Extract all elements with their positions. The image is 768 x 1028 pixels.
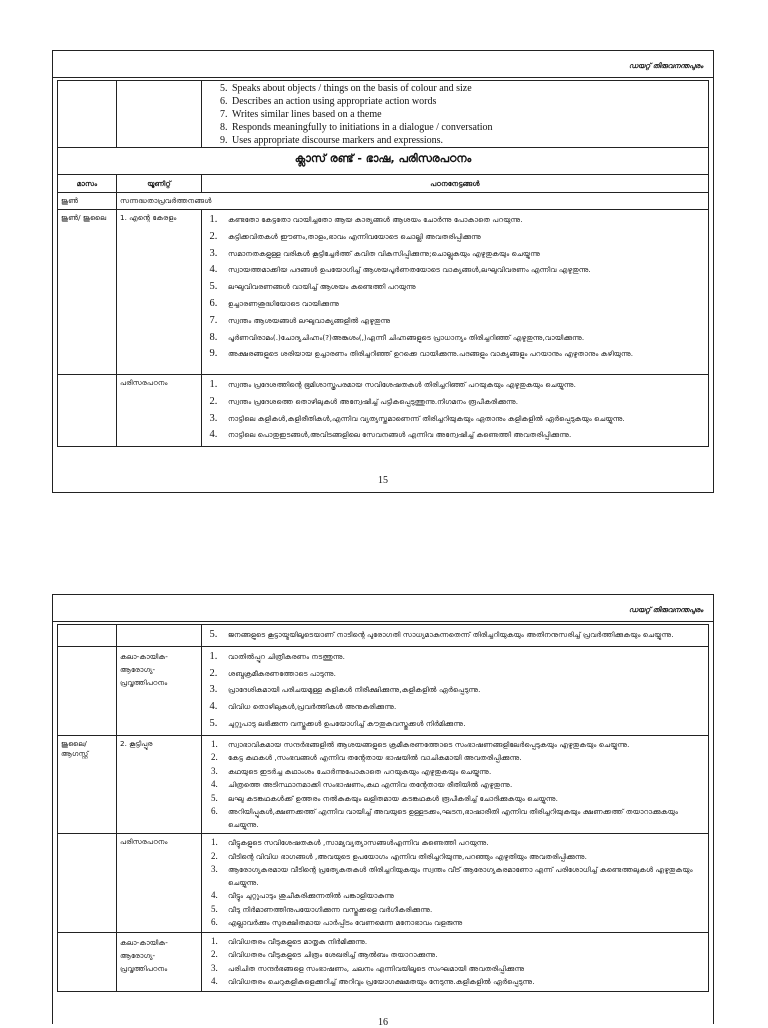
unit-label: കലാ-കായിക-ആരോഗ്യ-പ്രവൃത്തിപഠനം bbox=[117, 932, 202, 991]
list-item: 2. കേട്ട കഥകൾ ,സംഭവങ്ങൾ എന്നിവ തന്റേതായ ഭാഷയിൽ വാചികമായി അവതരിപ്പിക്കുന്നു. bbox=[220, 751, 704, 765]
list-item: 5. ചുറ്റുപാടു ലഭിക്കുന്ന വസ്തുക്കൾ ഉപയോഗിച്ച് കൗതുകവസ്തുക്കൾ നിർമിക്കുന്നു. bbox=[220, 716, 704, 733]
unit1-outcomes-list bbox=[202, 210, 708, 365]
continuation-row bbox=[58, 625, 709, 647]
arts2-outcomes-cell bbox=[202, 932, 709, 991]
list-item: 8. പൂർണവിരാമം(.)ചോദ്യചിഹ്നം(?)അങ്കുശം(,)എന്നീ ചിഹ്നങ്ങളുടെ പ്രാധാന്യം തിരിച്ചറിഞ്ഞ് എഴുതുന്നു,വായിക്കുന്നു. bbox=[220, 330, 704, 347]
list-item: 4. സ്വായത്തമാക്കിയ പദങ്ങൾ ഉപയോഗിച്ച് ആശയപൂർണതയോടെ വാക്യങ്ങൾ,ലഘുവിവരണം എന്നിവ എഴുതുന്നു. bbox=[220, 262, 704, 279]
list-item: 4. വിവിധ തൊഴിലുകൾ,പ്രവർത്തികൾ അനുകരിക്കുന്നു. bbox=[220, 699, 704, 716]
evs-outcomes-list bbox=[202, 375, 708, 446]
list-item: 2. ശബ്ദക്രമീകരണത്തോടെ പാടുന്നു. bbox=[220, 666, 704, 683]
empty-month-cell bbox=[58, 375, 117, 447]
unit-label: 1. എന്റെ കേരളം bbox=[117, 210, 202, 375]
page-number: 16 bbox=[378, 1017, 388, 1028]
list-item: 3. പരിചിത സന്ദർഭങ്ങളെ സംഭാഷണം, ചലനം എന്നിവയിലൂടെ സംഘമായി അവതരിപ്പിക്കുന്നു bbox=[220, 962, 704, 976]
list-item: 4. നാട്ടിലെ പൊതുഇടങ്ങൾ,അവിടങ്ങളിലെ സേവനങ്ങൾ എന്നിവ അന്വേഷിച്ച് കണ്ടെത്തി അവതരിപ്പിക്കുന്നു. bbox=[220, 427, 704, 444]
empty-unit-cell bbox=[117, 625, 202, 647]
unit-label: കലാ-കായിക-ആരോഗ്യ-പ്രവൃത്തിപഠനം bbox=[117, 646, 202, 735]
column-header-unit: യൂണിറ്റ് bbox=[117, 175, 202, 193]
unit2-outcomes-cell bbox=[202, 735, 709, 834]
list-item: 1. വീട്ടുകളുടെ സവിശേഷതകൾ ,സാമ്യവ്യത്യാസങ്ങൾഎന്നിവ കണ്ടെത്തി പറയുന്നു. bbox=[220, 836, 704, 850]
list-item: 3. ആരോഗ്യകരമായ വീടിന്റെ പ്രത്യേകതകൾ തിരിച്ചറിയുകയും സ്വന്തം വീട് ആരോഗ്യകരമാണോ എന്ന് പരിശോധിച്ച് കണ്ടെത്തലുകൾ എഴുതുകയും ചെയ്യുന്നു. bbox=[220, 863, 704, 889]
list-item: 5. ലഘുവിവരണങ്ങൾ വായിച്ച് ആശയം കണ്ടെത്തി പറയുന്നു bbox=[220, 279, 704, 296]
june-row bbox=[58, 193, 709, 210]
list-item: 3. സമാനതകളുള്ള വരികൾ കൂട്ടിച്ചേർത്ത് കവിത വികസിപ്പിക്കുന്നു;ചൊല്ലുകയും എഴുതുകയും ചെയ്യുന്നു bbox=[220, 246, 704, 263]
list-item: 1. കണ്ടതോ കേട്ടതോ വായിച്ചതോ ആയ കാര്യങ്ങൾ ആശയം ചോർന്നു പോകാതെ പറയുന്നു. bbox=[220, 212, 704, 229]
unit2-outcomes-list bbox=[202, 736, 708, 834]
unit-label: 2. കൂട്ടിപ്പുര bbox=[117, 735, 202, 834]
document-page-16 bbox=[52, 594, 714, 1028]
empty-month-cell bbox=[58, 646, 117, 735]
list-item: 8. Responds meaningfully to initiations in a dialogue / conversation bbox=[230, 121, 704, 134]
list-item: 5. ജനങ്ങളുടെ കൂട്ടായ്മയിലൂടെയാണ് നാടിന്റെ പുരോഗതി സാധ്യമാകുന്നതെന്ന് തിരിച്ചറിയുകയും അതിനനുസരിച്ച് പ്രവർത്തിക്കുകയും ചെയ്യുന്നു. bbox=[220, 627, 704, 644]
arts2-outcomes-list bbox=[202, 933, 708, 991]
list-item: 6. Describes an action using appropriate action words bbox=[230, 95, 704, 108]
evs2-outcomes-list bbox=[202, 834, 708, 932]
document-page-15 bbox=[52, 50, 714, 493]
header-diet-text: ഡയറ്റ് തിരുവനന്തപുരം bbox=[628, 606, 703, 614]
continuation-outcomes-cell bbox=[202, 625, 709, 647]
list-item: 9. Uses appropriate discourse markers and expressions. bbox=[230, 134, 704, 147]
page-header bbox=[53, 51, 713, 78]
empty-month-cell bbox=[58, 625, 117, 647]
list-item: 6. ഉച്ചാരണശുദ്ധിയോടെ വായിക്കുന്നു bbox=[220, 296, 704, 313]
column-header-outcomes: പഠനനേട്ടങ്ങൾ bbox=[202, 175, 709, 193]
continuation-outcomes-list bbox=[202, 625, 708, 646]
english-outcomes-cell bbox=[202, 81, 709, 148]
column-header-month: മാസം bbox=[58, 175, 117, 193]
empty-month-cell bbox=[58, 932, 117, 991]
arts1-outcomes-list bbox=[202, 647, 708, 735]
list-item: 2. സ്വന്തം പ്രദേശത്തെ തൊഴിലുകൾ അന്വേഷിച്ച് പട്ടികപ്പെടുത്തുന്നു.നിഗമനം രൂപീകരിക്കുന്നു. bbox=[220, 394, 704, 411]
empty-month-cell bbox=[58, 834, 117, 933]
month-june: ജൂൺ bbox=[58, 193, 117, 210]
page-header bbox=[53, 595, 713, 622]
list-item: 2. വീടിന്റെ വിവിധ ഭാഗങ്ങൾ ,അവയുടെ ഉപയോഗം എന്നിവ തിരിച്ചറിയുന്നു,പറഞ്ഞും എഴുതിയും അവതരിപ്പിക്കുന്നു. bbox=[220, 850, 704, 864]
list-item: 3. നാട്ടിലെ കളികൾ,കളിരീതികൾ,എന്നിവ വ്യത്യസ്തമാണെന്ന് തിരിച്ചറിയുകയും ഏതാനും കളികളിൽ ഏർപ്പെടുകയും ചെയ്യുന്നു. bbox=[220, 411, 704, 428]
arts2-row bbox=[58, 932, 709, 991]
evs-outcomes-cell bbox=[202, 375, 709, 447]
unit-label: പരിസരപഠനം bbox=[117, 375, 202, 447]
list-item: 5. വീടു നിർമാണത്തിനുപയോഗിക്കുന്ന വസ്തുക്കളെ വർഗീകരിക്കുന്നു. bbox=[220, 903, 704, 917]
evs2-row bbox=[58, 834, 709, 933]
list-item: 4. വീട്ടും ചുറ്റുപാടും ശുചീകരിക്കുന്നതിൽ പങ്കാളിയാകുന്നു bbox=[220, 889, 704, 903]
evs-row bbox=[58, 375, 709, 447]
curriculum-table bbox=[57, 624, 709, 992]
list-item: 2. വിവിധതരം വീടുകളുടെ ചിത്രം ശേഖരിച്ച് ആൽബം തയാറാക്കുന്നു. bbox=[220, 948, 704, 962]
curriculum-table bbox=[57, 80, 709, 447]
unit-label: പരിസരപഠനം bbox=[117, 834, 202, 933]
list-item: 5. Speaks about objects / things on the basis of colour and size bbox=[230, 82, 704, 95]
list-item: 1. സ്വന്തം പ്രദേശത്തിന്റെ ഭൂമിശാസ്ത്രപരമായ സവിശേഷതകൾ തിരിച്ചറിഞ്ഞ് പറയുകയും എഴുതുകയും ചെയ്യുന്നു. bbox=[220, 377, 704, 394]
list-item: 4. വിവിധതരം ചെറുകളികളെക്കുറിച്ച് അറിവും പ്രയോഗക്ഷമതയും നേടുന്നു.കളികളിൽ ഏർപ്പെടുന്നു. bbox=[220, 975, 704, 989]
arts1-row bbox=[58, 646, 709, 735]
english-outcomes-list bbox=[202, 81, 708, 147]
evs2-outcomes-cell bbox=[202, 834, 709, 933]
month-july-august: ജൂലൈ/ ആഗസ്റ്റ് bbox=[58, 735, 117, 834]
empty-unit-cell bbox=[117, 81, 202, 148]
list-item: 9. അക്ഷരങ്ങളുടെ ശരിയായ ഉച്ചാരണം തിരിച്ചറിഞ്ഞ് ഉറക്കെ വായിക്കുന്നു.പദങ്ങളും വാക്യങ്ങളും പറയാനും എഴുതാനും കഴിയുന്നു. bbox=[220, 346, 704, 363]
title-row bbox=[58, 148, 709, 175]
list-item: 1. വാതിൽപ്പുറ ചിത്രീകരണം നടത്തുന്നു. bbox=[220, 649, 704, 666]
list-item: 1. വിവിധതരം വീടുകളുടെ മാതൃക നിർമിക്കുന്നു. bbox=[220, 935, 704, 949]
unit2-row bbox=[58, 735, 709, 834]
list-item: 7. സ്വന്തം ആശയങ്ങൾ ലഘുവാക്യങ്ങളിൽ എഴുതുന്നു bbox=[220, 313, 704, 330]
list-item: 3. പ്രാദേശികമായി പരിചയമുള്ള കളികൾ നിരീക്ഷിക്കുന്നു,കളികളിൽ ഏർപ്പെടുന്നു. bbox=[220, 682, 704, 699]
arts1-outcomes-cell bbox=[202, 646, 709, 735]
english-outcomes-row bbox=[58, 81, 709, 148]
readiness-activities: സന്നദ്ധതാപ്രവർത്തനങ്ങൾ bbox=[117, 193, 709, 210]
list-item: 6. എല്ലാവർക്കും സുരക്ഷിതമായ പാർപ്പിടം വേണമെന്ന മനോഭാവം വളരുന്നു bbox=[220, 916, 704, 930]
list-item: 4. ചിത്രത്തെ അടിസ്ഥാനമാക്കി സംഭാഷണം,കഥ എന്നിവ തന്റേതായ രീതിയിൽ എഴുതുന്നു. bbox=[220, 778, 704, 792]
column-header-row bbox=[58, 175, 709, 193]
header-diet-text: ഡയറ്റ് തിരുവനന്തപുരം bbox=[628, 62, 703, 70]
class-title: ക്ലാസ് രണ്ട് - ഭാഷ, പരിസരപഠനം bbox=[58, 148, 709, 175]
month-june-july: ജൂൺ/ ജൂലൈ bbox=[58, 210, 117, 375]
list-item: 5. ലഘു കടങ്കഥകൾക്ക് ഉത്തരം നൽകുകയും ലളിതമായ കടങ്കഥകൾ രൂപീകരിച്ച് ചോദിക്കുകയും ചെയ്യുന്നു. bbox=[220, 792, 704, 806]
list-item: 3. കഥയുടെ ഇടർച്ച കഥാംശം ചോർന്നുപോകാതെ പറയുകയും എഴുതുകയും ചെയ്യുന്നു. bbox=[220, 765, 704, 779]
list-item: 7. Writes similar lines based on a theme bbox=[230, 108, 704, 121]
list-item: 6. അറിയിപ്പുകൾ,ക്ഷണക്കത്ത് എന്നിവ വായിച്ച് അവയുടെ ഉള്ളടക്കം,ഘടന,ഭാഷാരീതി എന്നിവ തിരിച്ചറിയുകയും ക്ഷണക്കത്ത് തയാറാക്കുകയും ചെയ്യുന്നു. bbox=[220, 805, 704, 831]
unit1-row bbox=[58, 210, 709, 375]
empty-month-cell bbox=[58, 81, 117, 148]
list-item: 2. കുട്ടിക്കവിതകൾ ഈണം,താളം,ഭാവം എന്നിവയോടെ ചൊല്ലി അവതരിപ്പിക്കുന്നു bbox=[220, 229, 704, 246]
page-number: 15 bbox=[378, 475, 388, 486]
list-item: 1. സ്വാഭാവികമായ സന്ദർഭങ്ങളിൽ ആശയങ്ങളുടെ ക്രമീകരണത്തോടെ സംഭാഷണങ്ങളിലേർപ്പെടുകയും എഴുതുകയും ചെയ്യുന്നു. bbox=[220, 738, 704, 752]
unit1-outcomes-cell bbox=[202, 210, 709, 375]
